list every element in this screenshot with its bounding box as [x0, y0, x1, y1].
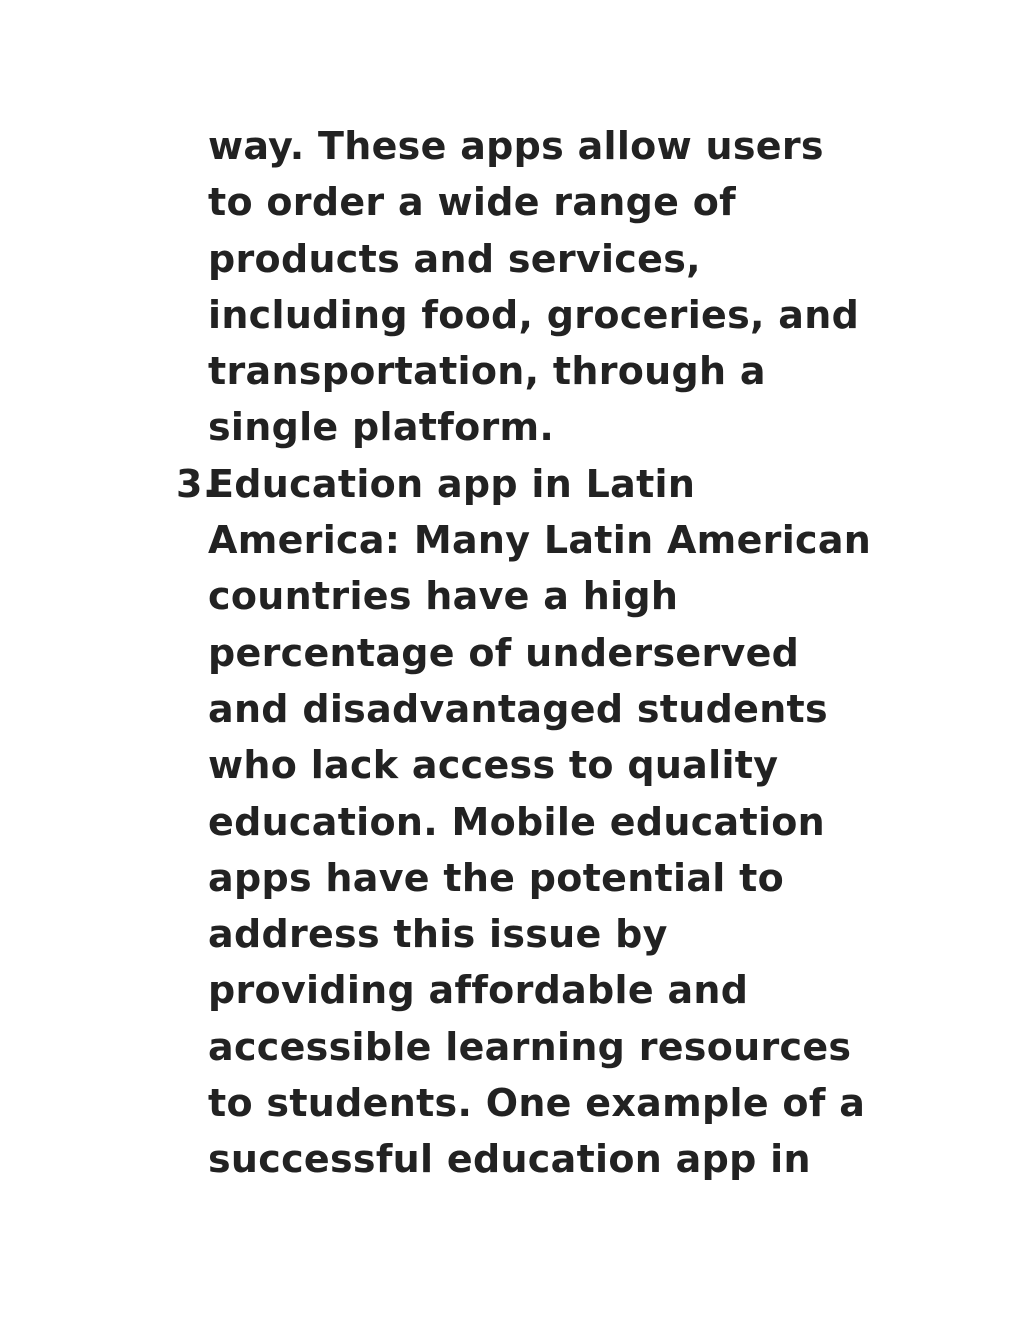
text-line: and disadvantaged students [208, 686, 828, 731]
text-line: apps have the potential to [208, 855, 785, 900]
text-line: percentage of underserved [208, 630, 800, 675]
text-line: who lack access to quality [208, 743, 779, 788]
body-text [176, 118, 928, 1188]
text-line: way. These apps allow users [208, 124, 824, 168]
text-line: transportation, through a [208, 349, 766, 394]
text-line: to order a wide range of [208, 180, 736, 225]
list-number: 3. [176, 461, 218, 506]
text-line: providing affordable and [208, 968, 749, 1013]
text-line: successful education app in [208, 1137, 811, 1182]
text-line: products and services, [208, 236, 701, 281]
text-line: Education app in Latin [208, 461, 696, 506]
text-line: countries have a high [208, 574, 679, 619]
text-line: to students. One example of a [208, 1081, 866, 1126]
text-line: education. Mobile education [208, 799, 826, 844]
text-line: single platform. [208, 405, 555, 450]
text-line: America: Many Latin American [208, 518, 872, 563]
list-item-first-line [176, 456, 928, 512]
list-item-3 [176, 456, 928, 1188]
text-line: accessible learning resources [208, 1024, 852, 1069]
text-line: address this issue by [208, 912, 668, 957]
list-item-2-continuation [208, 118, 928, 456]
text-line: including food, groceries, and [208, 292, 860, 337]
